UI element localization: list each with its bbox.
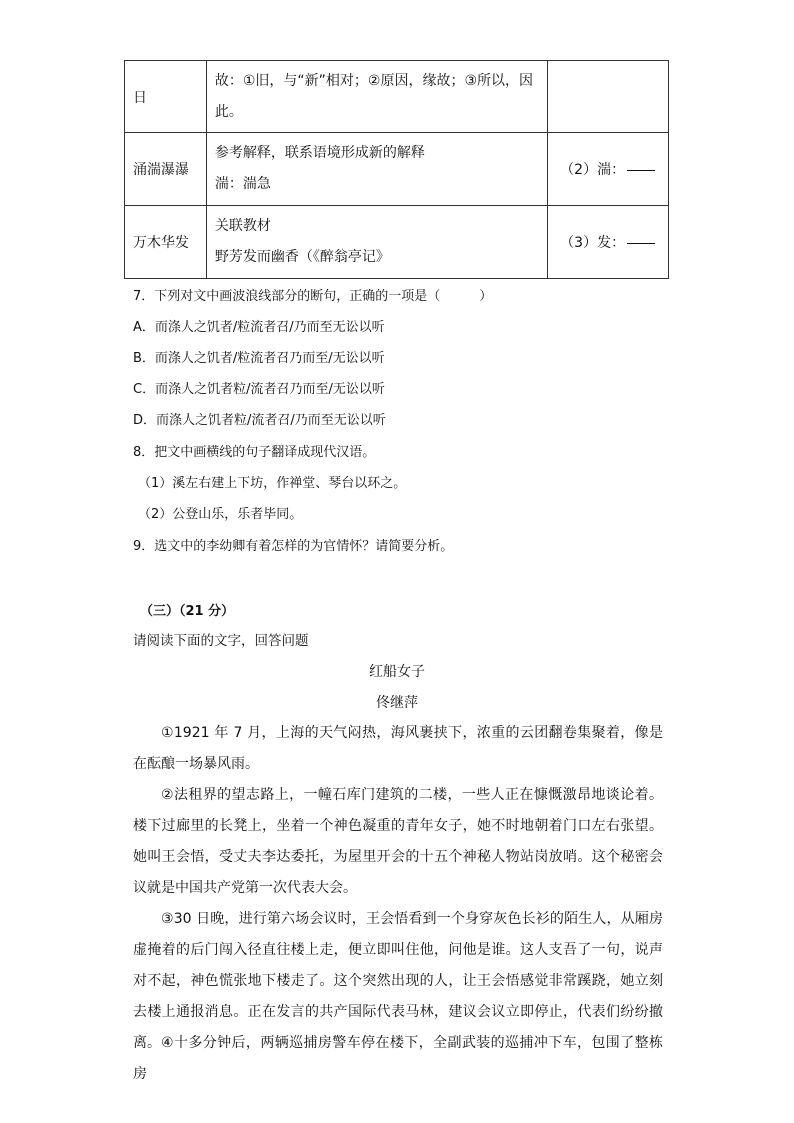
question-8-item-1: （1）溪左右建上下坊，作禅堂、琴台以环之。 <box>138 476 407 491</box>
question-cell <box>548 61 669 133</box>
table-row <box>125 133 669 206</box>
question-cell <box>548 133 669 206</box>
word-cell: 万木华发 <box>125 206 207 279</box>
method-cell <box>206 206 547 279</box>
method-text-line2: 湍：湍急 <box>214 176 271 192</box>
method-text: 参考解释，联系语境形成新的解释 <box>214 145 425 161</box>
option-d: D．而涤人之饥者粒/流者召/乃而至无讼以听 <box>133 413 386 428</box>
method-cell <box>206 61 547 133</box>
question-9: 9．选文中的李幼卿有着怎样的为官情怀？请简要分析。 <box>133 539 454 554</box>
paragraph-3: ③30 日晚，进行第六场会议时，王会悟看到一个身穿灰色长衫的陌生人，从厢房虚掩着的后门闯入径直往楼上走，便立即叫住他，问他是谁。这人支吾了一句，说声对不起，神色慌张地下楼走了。这个突然出现的人，让王会悟感觉非常蹊跷，她立刻去楼上通报消息。正在发言的共产国际代表马林，建议会议立即停止，代表们纷纷撤离。 <box>133 911 663 1051</box>
answer-blank[interactable] <box>627 242 655 244</box>
vocab-table <box>124 60 669 279</box>
word-cell: 涌湍瀑瀑 <box>125 133 207 206</box>
section-header: （三）（21 分） <box>140 604 235 619</box>
option-a: A．而涤人之饥者/粒流者召/乃而至无讼以听 <box>133 320 385 335</box>
option-c: C．而涤人之饥者粒/流者召乃而至/无讼以听 <box>133 382 385 397</box>
paragraph-4: ④十多分钟后，两辆巡捕房警车停在楼下，全副武装的巡捕冲下车，包围了整栋房 <box>133 1035 663 1082</box>
method-text: 故：①旧，与“新”相对；②原因，缘故；③所以，因此。 <box>214 72 534 120</box>
article-title: 红船女子 <box>369 664 425 680</box>
question-label: （3）发： <box>560 235 626 251</box>
question-8: 8．把文中画横线的句子翻译成现代汉语。 <box>133 445 376 460</box>
question-7: 7．下列对文中画波浪线部分的断句，正确的一项是（ ） <box>133 289 493 304</box>
method-cell <box>206 133 547 206</box>
word-cell: 日 <box>125 61 207 133</box>
article-author: 佟继萍 <box>376 695 418 711</box>
method-text-line2: 野芳发而幽香（《醉翁亭记》 <box>214 249 390 265</box>
question-label: （2）湍： <box>560 162 626 178</box>
paragraph-2: ②法租界的望志路上，一幢石库门建筑的二楼，一些人正在慷慨激昂地谈论着。楼下过廊里的长凳上，坐着一个神色凝重的青年女子，她不时地朝着门口左右张望。她叫王会悟，受丈夫李达委托，为屋里开会的十五个神秘人物站岗放哨。这个秘密会议就是中国共产党第一次代表大会。 <box>133 787 663 896</box>
section-intro: 请阅读下面的文字，回答问题 <box>133 633 309 649</box>
table-row <box>125 61 669 133</box>
question-8-item-2: （2）公登山乐，乐者毕同。 <box>138 507 303 522</box>
method-text: 关联教材 <box>214 218 271 234</box>
paragraph-1: ①1921 年 7 月，上海的天气闷热，海风裹挟下，浓重的云团翻卷集聚着，像是在酝酿一场暴风雨。 <box>133 725 663 772</box>
table-row <box>125 206 669 279</box>
answer-blank[interactable] <box>627 169 655 171</box>
question-cell <box>548 206 669 279</box>
option-b: B．而涤人之饥者/粒流者召乃而至/无讼以听 <box>133 351 385 366</box>
